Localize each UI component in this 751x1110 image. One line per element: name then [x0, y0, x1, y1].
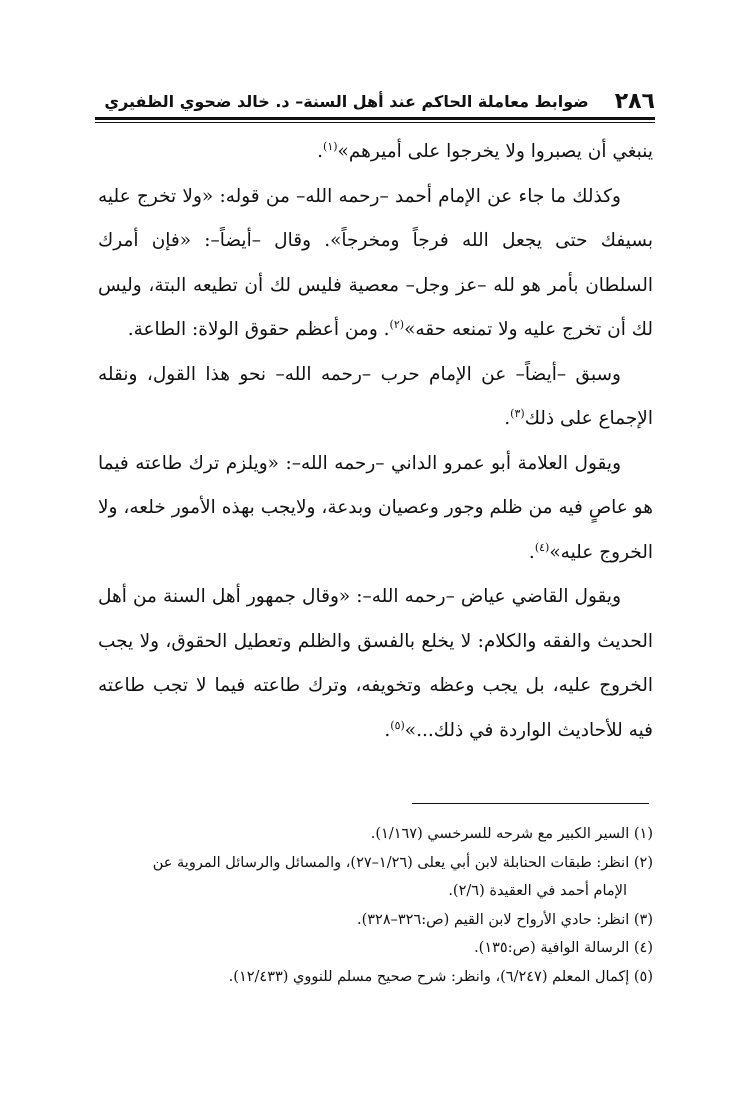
- body-text: [98, 130, 653, 753]
- footnote-ref-2[interactable]: (٢): [389, 317, 405, 331]
- footnote-4: (٤) الرسالة الوافية (ص:١٣٥).: [474, 940, 653, 956]
- header-rule-thick: [95, 117, 655, 120]
- footnote-2: (٢) انظر: طبقات الحنابلة لابن أبي يعلى (١/٢٦–٢٧)، والمسائل والرسائل المروية عن: [152, 854, 653, 871]
- footnote-separator: [412, 803, 649, 804]
- page-header: [95, 86, 655, 116]
- paragraph-4: ويقول العلامة أبو عمرو الداني –رحمه الله–: «ويلزم ترك طاعته فيما هو عاصٍ فيه من ظلم وجور وعصيان وبدعة، ولايجب بهذه الأمور خلعه، ولا الخروج عليه»$^{(٤)}$.: [98, 452, 653, 563]
- footnote-ref-5[interactable]: (٥): [390, 718, 405, 732]
- footnote-ref-3[interactable]: (٣): [510, 406, 525, 420]
- paragraph-3: وسبق –أيضاً– عن الإمام حرب –رحمه الله– نحو هذا القول، ونقله الإجماع على ذلك$^{(٣)}$.: [98, 363, 653, 429]
- footnote-ref-1[interactable]: (١): [323, 139, 338, 153]
- footnote-3: (٣) انظر: حادي الأرواح لابن القيم (ص:٣٢٦–٣٢٨).: [356, 911, 653, 928]
- paragraph-2: وكذلك ما جاء عن الإمام أحمد –رحمه الله– من قوله: «ولا تخرج عليه بسيفك حتى يجعل الله فرجاً ومخرجاً». وقال –أيضاً–: «فإن أمرك السلطان بأمر هو لله –عز وجل– معصية فليس لك أن تطيعه البتة، وليس لك أن تخرج عليه ولا تمنعه حقه»$^{(٢)}$. ومن أعظم حقوق الولاة: الطاعة.: [98, 185, 653, 340]
- footnote-ref-4[interactable]: (٤): [534, 540, 550, 554]
- footnote-2-continuation: الإمام أحمد في العقيدة (٢/٦).: [448, 883, 627, 899]
- header-rule-thin: [95, 122, 655, 123]
- paragraph-5: ويقول القاضي عياض –رحمه الله–: «وقال جمهور أهل السنة من أهل الحديث والفقه والكلام: لا يخلع بالفسق والظلم وتعطيل الحقوق، ولا يجب الخروج عليه، بل يجب وعظه وتخويفه، وترك طاعته فيما لا تجب طاعته فيه للأحاديث الواردة في ذلك...»$^{(٥)}$.: [98, 586, 653, 741]
- footnote-5: (٥) إكمال المعلم (٦/٢٤٧)، وانظر: شرح صحيح مسلم للنووي (١٢/٤٣٣).: [228, 968, 653, 985]
- footnotes: [98, 820, 653, 991]
- page-number: ٢٨٦: [614, 88, 655, 114]
- paragraph-1: ينبغي أن يصبروا ولا يخرجوا على أميرهم»$^{(١)}$.: [317, 139, 653, 162]
- running-title: ضوابط معاملة الحاكم عند أهل السنة– د. خالد ضحوي الظفيري: [104, 91, 589, 111]
- footnote-1: (١) السير الكبير مع شرحه للسرخسي (١/١٦٧).: [370, 826, 653, 842]
